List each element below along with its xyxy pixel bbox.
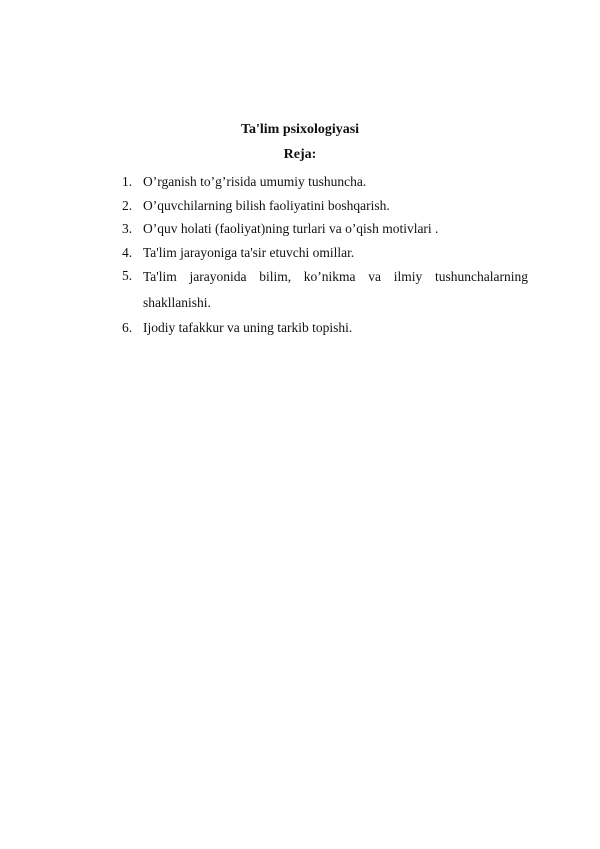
plan-item-number: 1.	[122, 174, 133, 189]
plan-item-text: O’quv holati (faoliyat)ning turlari va o’qish motivlari .	[143, 221, 439, 236]
document-title: Ta'lim psixologiyasi	[240, 122, 360, 137]
plan-item-number: 2.	[122, 197, 133, 213]
plan-item-1	[122, 170, 528, 194]
plan-item-text-line-1: Ta'lim jarayonida bilim, ko’nikma va ilmiy tushunchalarning	[143, 269, 528, 284]
plan-item-number: 5.	[122, 268, 133, 283]
plan-item-3	[122, 217, 528, 241]
plan-item-text	[143, 264, 528, 316]
plan-item-text: O’rganish to’g’risida umumiy tushuncha.	[143, 174, 367, 189]
plan-item-number: 3.	[122, 221, 133, 236]
plan-item-number: 4.	[122, 244, 133, 260]
plan-item-6	[122, 316, 528, 340]
plan-item-text: Ijodiy tafakkur va uning tarkib topishi.	[143, 320, 353, 335]
plan-heading: Reja:	[283, 147, 317, 162]
plan-item-text-line-2: shakllanishi.	[143, 295, 211, 310]
plan-item-text: Ta'lim jarayoniga ta'sir etuvchi omillar.	[143, 244, 355, 260]
plan-item-4	[122, 241, 528, 265]
plan-list	[122, 170, 528, 340]
plan-item-2	[122, 194, 528, 218]
plan-item-text: O’quvchilarning bilish faoliyatini boshqarish.	[143, 197, 390, 213]
plan-item-number: 6.	[122, 320, 133, 335]
plan-item-5	[122, 264, 528, 316]
